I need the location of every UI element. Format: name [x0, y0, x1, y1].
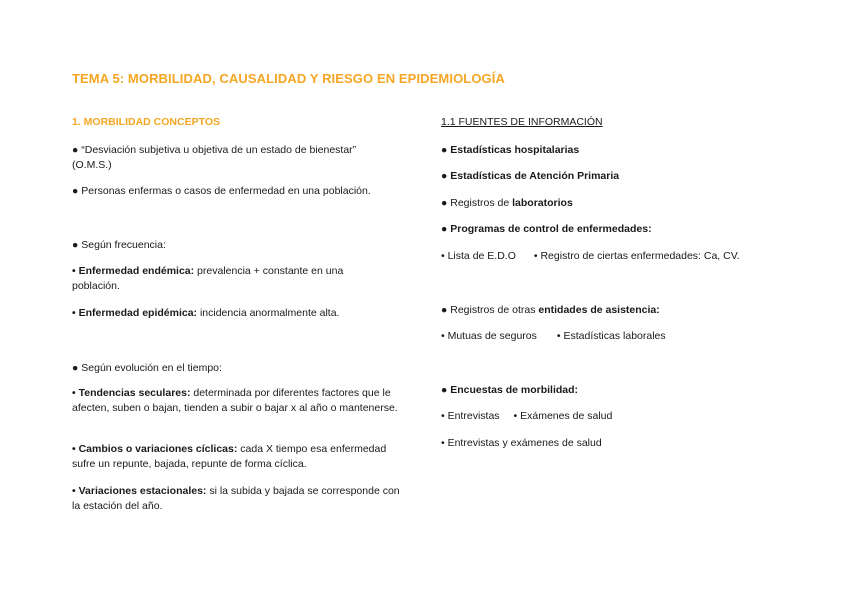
seasonal-label: • Variaciones estacionales: [72, 485, 207, 497]
epidemic-text: incidencia anormalmente alta. [197, 307, 340, 319]
primary-care-stats [441, 169, 619, 184]
hospital-stats-label: ● Estadísticas hospitalarias [441, 144, 580, 156]
laboratory-prefix: ● Registros de [441, 197, 513, 209]
disease-registry-item: • Registro de ciertas enfermedades: Ca, CV. [533, 250, 740, 262]
other-entities-prefix: ● Registros de otras [441, 304, 539, 316]
cyclic-label: • Cambios o variaciones cíclicas: [72, 443, 238, 455]
health-exams-item: • Exámenes de salud [513, 410, 613, 422]
control-programs [441, 222, 652, 237]
document-title: TEMA 5: MORBILIDAD, CAUSALIDAD Y RIESGO EN EPIDEMIOLOGÍA [72, 71, 505, 86]
epidemic-item [72, 306, 412, 321]
laboratory-bold: laboratorios [512, 197, 573, 209]
edo-list-item: • Lista de E.D.O [441, 250, 516, 262]
interviews-and-exams-item: • Entrevistas y exámenes de salud [441, 437, 602, 449]
cyclic-variations-item [72, 442, 408, 472]
section-morbilidad-conceptos: 1. MORBILIDAD CONCEPTOS [72, 116, 220, 128]
secular-trends-item [72, 386, 404, 416]
seasonal-variations-item [72, 484, 408, 514]
morbidity-surveys-label: ● Encuestas de morbilidad: [441, 384, 579, 396]
epidemic-label: • Enfermedad epidémica: [72, 307, 198, 319]
laboratory-records [441, 196, 573, 211]
cyclic-text: cada X tiempo esa enfermedad sufre un repunte, bajada, repunte de forma cíclica. [72, 443, 387, 470]
control-programs-list [441, 249, 740, 264]
endemic-label: • Enfermedad endémica: [72, 265, 195, 277]
hospital-stats [441, 143, 579, 158]
frequency-heading: ● Según frecuencia: [72, 239, 166, 251]
section-fuentes-informacion: 1.1 FUENTES DE INFORMACIÓN [441, 116, 603, 128]
insurance-mutuals-item: • Mutuas de seguros [441, 330, 537, 342]
definition-poblacion: ● Personas enfermas o casos de enfermedad en una población. [72, 185, 371, 197]
endemic-text: prevalencia + constante en una población. [72, 265, 344, 292]
secular-text: determinada por diferentes factores que le afecten, suben o bajan, tienden a subir o bajar x al año o mantenerse. [72, 387, 398, 414]
other-entities-list [441, 329, 666, 344]
evolution-heading: ● Según evolución en el tiempo: [72, 362, 222, 374]
seasonal-text: si la subida y bajada se corresponde con la estación del año. [72, 485, 400, 512]
primary-care-stats-label: ● Estadísticas de Atención Primaria [441, 170, 620, 182]
interviews-item: • Entrevistas [441, 410, 500, 422]
other-entities-bold: entidades de asistencia: [538, 304, 660, 316]
secular-label: • Tendencias seculares: [72, 387, 191, 399]
morbidity-surveys [441, 383, 578, 398]
definition-oms: ● “Desviación subjetiva u objetiva de un estado de bienestar” (O.M.S.) [72, 144, 357, 171]
control-programs-label: ● Programas de control de enfermedades: [441, 223, 652, 235]
labor-stats-item: • Estadísticas laborales [556, 330, 666, 342]
other-entities [441, 303, 660, 318]
endemic-item [72, 264, 372, 294]
surveys-list [441, 409, 612, 424]
